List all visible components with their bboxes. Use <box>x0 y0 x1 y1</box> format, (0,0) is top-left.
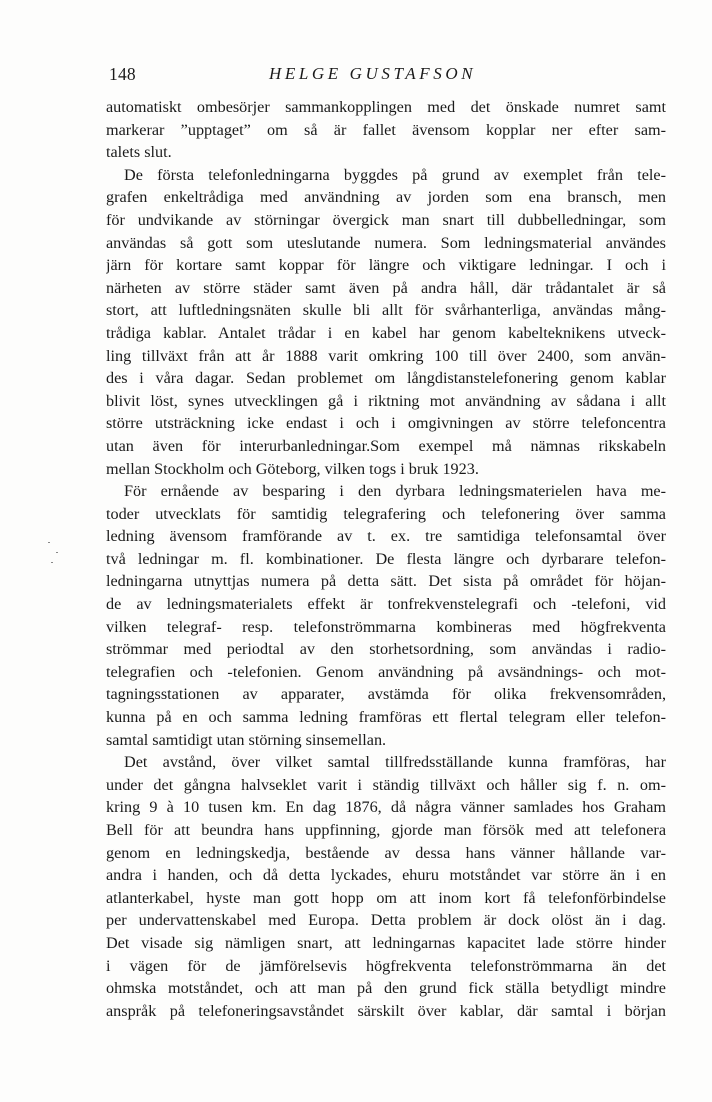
text-line: anspråk på telefoneringsavståndet särskilt över kablar, där samtal i början <box>106 1001 666 1020</box>
text-line: trådiga kablar. Antalet trådar i en kabel har genom kabelteknikens utveck- <box>106 323 666 342</box>
text-line: telegrafien och -telefonien. Genom användning på avsändnings- och mot- <box>106 662 666 681</box>
text-line: ledningarna utnyttjas numera på detta sätt. Det sista på området för höjan- <box>106 572 666 591</box>
text-line: Det avstånd, över vilket samtal tillfredsställande kunna framföras, har <box>124 753 666 772</box>
text-line: markerar ”upptaget” om så är fallet ävensom kopplar ner efter sam- <box>106 120 666 139</box>
text-line: ohmska motståndet, och att man på den grund fick ställa betydligt mindre <box>106 979 666 998</box>
running-head: HELGE GUSTAFSON <box>269 64 477 83</box>
text-line: järn för kortare samt koppar för längre och viktigare ledningar. I och i <box>106 256 666 275</box>
text-line: automatiskt ombesörjer sammankopplingen med det önskade numret samt <box>106 98 666 116</box>
body-text <box>106 96 666 1022</box>
text-line: större utsträckning icke endast i och i omgivningen av större telefoncentra <box>106 414 666 433</box>
text-line: kring 9 à 10 tusen km. En dag 1876, då några vänner samlades hos Graham <box>106 798 666 817</box>
text-line: kunna på en och samma ledning framföras ett flertal telegram eller telefon- <box>106 708 666 727</box>
text-line: per undervattenskabel med Europa. Detta problem är dock olöst än i dag. <box>106 911 666 930</box>
text-line: samtal samtidigt utan störning sinsemellan. <box>106 730 387 749</box>
text-line: grafen enkeltrådiga med användning av jorden som ena bransch, men <box>106 188 666 207</box>
text-line: För ernående av besparing i den dyrbara ledningsmaterielen hava me- <box>124 482 666 501</box>
page-header <box>109 64 665 88</box>
text-line: ledning ävensom framförande av t. ex. tre samtidiga telefonsamtal över <box>106 527 666 546</box>
page-number: 148 <box>109 64 136 84</box>
text-line: utan även för interurbanledningar.Som exempel må nämnas rikskabeln <box>106 436 666 455</box>
text-line: des i våra dagar. Sedan problemet om långdistanstelefonering genom kablar <box>106 369 666 388</box>
text-line: närheten av större städer samt även på andra håll, där trådantalet är så <box>106 278 666 297</box>
text-line: atlanterkabel, hyste man gott hopp om att inom kort få telefonförbindelse <box>106 888 666 907</box>
text-line: under det gångna halvseklet varit i ständig tillväxt och håller sig f. n. om- <box>106 775 666 794</box>
text-line: strömmar med periodtal av den storhetsordning, som användas i radio- <box>106 640 666 659</box>
text-line: Bell för att beundra hans uppfinning, gjorde man försök med att telefonera <box>106 821 666 839</box>
text-line: tagningsstationen av apparater, avstämda för olika frekvensområden, <box>106 685 666 704</box>
text-line: användas så gott som uteslutande numera. Som ledningsmaterial användes <box>106 233 666 252</box>
text-line: mellan Stockholm och Göteborg, vilken togs i bruk 1923. <box>106 459 479 478</box>
text-line: blivit löst, synes utvecklingen gå i riktning mot användning av sådana i allt <box>106 391 666 410</box>
text-line: andra i handen, och då detta lyckades, ehuru motståndet var större än i en <box>106 866 666 885</box>
text-line: vilken telegraf- resp. telefonströmmarna kombineras med högfrekventa <box>106 617 666 636</box>
text-line: De första telefonledningarna byggdes på grund av exemplet från tele- <box>124 165 666 184</box>
text-line: toder utvecklats för samtidig telegrafering och telefonering över samma <box>106 504 666 523</box>
text-line: Det visade sig nämligen snart, att ledningarnas kapacitet lade större hinder <box>106 933 666 952</box>
text-line: stort, att luftledningsnäten skulle bli allt för svårhanterliga, användas mång- <box>106 301 666 320</box>
text-line: genom en ledningskedja, bestående av dessa hans vänner hållande var- <box>106 843 666 862</box>
text-line: två ledningar m. fl. kombinationer. De flesta längre och dyrbarare telefon- <box>106 549 666 568</box>
margin-specks <box>44 538 64 568</box>
text-line: talets slut. <box>106 143 172 162</box>
text-line: ling tillväxt från att år 1888 varit omkring 100 till över 2400, som använ- <box>106 346 666 365</box>
text-line: för undvikande av störningar övergick man snart till dubbelledningar, som <box>106 210 666 229</box>
text-line: de av ledningsmaterialets effekt är tonfrekvenstelegrafi och -telefoni, vid <box>106 595 666 614</box>
text-line: i vägen för de jämförelsevis högfrekventa telefonströmmarna än det <box>106 956 666 975</box>
